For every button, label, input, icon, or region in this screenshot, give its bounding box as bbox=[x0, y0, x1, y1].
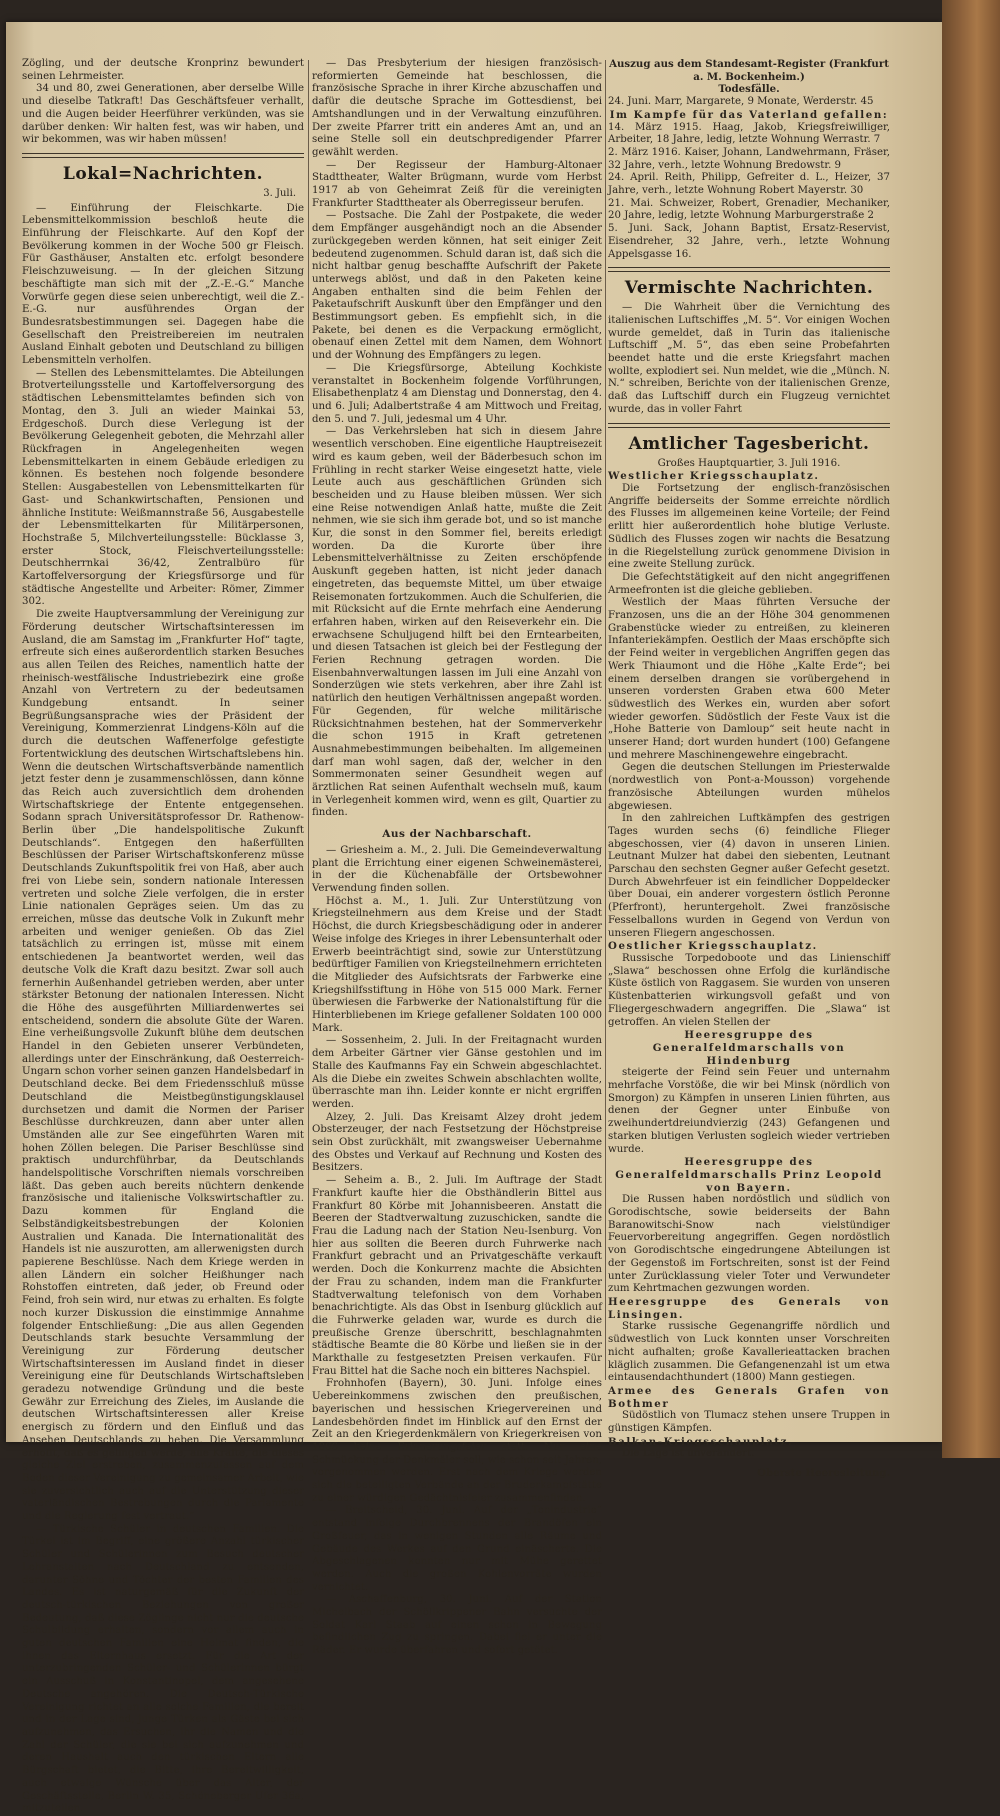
article-paragraph: — Postsache. Die Zahl der Postpakete, die weder dem Empfänger ausgehändigt noch an die Absender zurückgegeben werden können, hat seit einiger Zeit bedeutend zugenommen. Schuld daran ist, daß sich die nicht haltbar genug beschaffte Aufschrift der Pakete unterwegs ablöst, und daß in den Paketen keine Angaben enthalten sind die beim Fehlen der Paketaufschrift Auskunft über den Empfänger und den Bestimmungsort geben. Es empfiehlt sich, in die Pakete, bei denen es die Verpackung ermöglicht, obenauf einen Zettel mit dem Namen, dem Wohnort und der Wohnung des Empfängers zu legen. bbox=[312, 210, 602, 362]
report-paragraph: Russische Torpedoboote und das Linienschiff „Slawa“ beschossen ohne Erfolg die kurländische Küste östlich von Raggasem. Sie wurden von unseren Küstenbatterien wirkungsvoll gefaßt und von Fliegergeschwadern angegriffen. Die „Slawa“ ist getroffen. An vielen Stellen der bbox=[608, 953, 890, 1028]
article-paragraph: — Das Verkehrsleben hat sich in diesem Jahre wesentlich verschoben. Eine eigentliche Hauptreisezeit wird es kaum geben, weil der Bäderbesuch schon im Frühling in recht starker Weise eingesetzt hatte, viele Leute auch aus geschäftlichen Gründen sich bescheiden und zu Hause bleiben müssen. Wer sich eine Reise notwendigen Anlaß hatte, mußte die Zeit nehmen, wie sie sich ihm gerade bot, und so ist manche Kur, die sonst in den Sommer fiel, bereits erledigt worden. Da die Kurorte über ihre Lebensmittelverhältnisse zu Zeiten erschöpfende Auskunft gegeben hatten, ist nicht jeder danach eingetreten, das bequemste Mittel, um über etwaige Reisemonaten fortzukommen. Auch die Schulferien, die mit Rücksicht auf die Ernte mehrfach eine Aenderung erfahren haben, wirken auf den Reiseverkehr ein. Die erwachsene Schuljugend hilft bei den Erntearbeiten, und diesen Tatsachen ist gleich bei der Festlegung der Ferien Rechnung getragen worden. Die Eisenbahnverwaltungen lassen im Juli eine Anzahl von Sonderzügen wie stets verkehren, aber ihre Zahl ist natürlich den heutigen Verhältnissen angepaßt worden. Für Gegenden, für welche militärische Rücksichtnahmen bestehen, hat der Sommerverkehr die schon 1915 in Kraft getretenen Ausnahmebestimmungen beibehalten. Im allgemeinen darf man wohl sagen, daß der, welcher in den Sommermonaten seiner Gesundheit wegen auf ärztlichen Rat seinen Aufenthalt wechseln muß, kaum in Verlegenheit kommen wird, wenn es gilt, Quartier zu finden. bbox=[312, 426, 602, 819]
article-continuation: Zögling, und der deutsche Kronprinz bewundert seinen Lehrmeister. bbox=[22, 58, 304, 82]
news-item: Frohnhofen (Bayern), 30. Juni. Infolge eines Uebereinkommens zwischen den preußischen, bayerischen und hessischen Kriegervereinen und Landesbehörden findet im Hinblick auf den Ernst der Zeit an den Kriegerdenkmälern von Kriegerkreisen von 1866 keine Erinnerungsfeier statt. Nur eine Schmückung der Denkmäler soll, wie schon seit Jahren, vorgenommen werden. Erst nach dem Kriege werden sich die beteiligten Verbände an der Bruderkampfstätte zu einer würdigen Gedächtnisfeier zusammenfinden. bbox=[312, 1378, 602, 1504]
section-heading-local-news: Lokal=Nachrichten. bbox=[62, 163, 264, 184]
army-group-heading: Heeresgruppe des Generalfeldmarschalls Prinz Leopold von Bayern. bbox=[615, 1156, 883, 1194]
column-divider bbox=[308, 60, 309, 1380]
news-item: — Griesheim a. M., 2. Juli. Die Gemeindeverwaltung plant die Errichtung einer eigenen Schweinemästerei, in der die Küchenabfälle der Ortsbewohner Verwendung finden sollen. bbox=[312, 844, 602, 894]
column-right bbox=[608, 58, 890, 1480]
article-paragraph: — Das Presbyterium der hiesigen französisch-reformierten Gemeinde hat beschlossen, die französische Sprache in ihrer Kirche abzuschaffen und dafür die deutsche Sprache im Gottesdienst, bei Amtshandlungen und in der Verwaltung einzuführen. Der zweite Pfarrer tritt ein anderes Amt an, und an seine Stelle soll ein deutschpredigender Pfarrer gewählt werden. bbox=[312, 58, 602, 158]
register-entry: 24. Juni. Marr, Margarete, 9 Monate, Werderstr. 45 bbox=[608, 96, 874, 108]
article-paragraph: Die zweite Hauptversammlung der Vereinigung zur Förderung deutscher Wirtschaftsinteressen im Ausland, die am Samstag im „Frankfurter Hof“ tagte, erfreute sich eines außerordentlich starken Besuches aus allen Teilen des Reiches, namentlich hatte der rheinisch-westfälische Industriebezirk eine große Anzahl von Vertretern zu der bedeutsamen Kundgebung entsandt. In seiner Begrüßungsansprache wies der Präsident der Vereinigung, Kommerzienrat Lindgens-Köln auf die durch die deutschen Waffenerfolge gefestigte Fortentwicklung des deutschen Wirtschaftslebens hin. Wenn die deutschen Wirtschaftsverbände namentlich jetzt fester denn je zusammenschlössen, dann könne das Reich auch zuversichtlich dem drohenden Wirtschaftskriege der Entente entgegensehen. Sodann sprach Universitätsprofessor Dr. Rathenow-Berlin über „Die handelspolitische Zukunft Deutschlands“. Entgegen den haßerfüllten Beschlüssen der Pariser Wirtschaftskonferenz müsse Deutschlands Zukunftspolitik frei von Haß, aber auch frei von Liebe sein, sondern nationale Interessen vertreten und solche Ziele verfolgen, die in erster Linie nationalen Gepräges seien. Um das zu erreichen, müsse das deutsche Volk in Zukunft mehr arbeiten und weniger genießen. Ob das Ziel tatsächlich zu erringen ist, müsse mit einem entschiedenen Ja beantwortet werden, weil das deutsche Volk die Kraft dazu besitzt. Zwar soll auch fernerhin Außenhandel getrieben werden, aber unter stärkster Betonung der nationalen Interessen. Nicht die Höhe des ausgeführten Milliardenwertes sei entscheidend, sondern die absolute Güte der Waren. Eine verheißungsvolle Zukunft blühe dem deutschen Handel in den Gebieten unserer Verbündeten, allerdings unter der Einschränkung, daß Oesterreich-Ungarn schon vorher seinen ganzen Handelsbedarf in Deutschland decke. Bei dem Friedensschluß müsse Deutschland die Meistbegünstigungsklausel durchsetzen und damit die Normen der Pariser Beschlüsse durchkreuzen, dann aber unter allen Umständen alle zur See eingeführten Waren mit hohen Zöllen belegen. Die Pariser Beschlüsse sind praktisch undurchführbar, da Deutschlands handelspolitische Vorschriften niemals vorschreiben läßt. Das geben auch bereits nüchtern denkende französische und italienische Volkswirtschaftler zu. Dazu kommen für England die Selbständigkeitsbestrebungen der Kolonien Australien und Kanada. Die Internationalität des Handels ist nie auszurotten, am allerwenigsten durch papierene Beschlüsse. Nach dem Kriege werden in allen Ländern ein solcher Heißhunger nach Rohstoffen eintreten, daß jeder, ob Freund oder Feind, froh sein wird, nur etwas zu erhalten. Es folgte noch kurzer Diskussion die einstimmige Annahme folgender Entschließung: „Die aus allen Gegenden Deutschlands stark besuchte Versammlung der Vereinigung zur Förderung deutscher Wirtschaftsinteressen im Ausland findet in dieser Vereinigung eine für Deutschlands Wirtschaftsleben geradezu notwendige Gründung und die beste Gewähr zur Erreichung des Zieles, im Auslande die deutschen Wirtschaftsinteressen aller Kreise energisch zu fördern und den Einfluß und das Ansehen Deutschlands zu heben. Die Versammlung erhofft, daß es gelingen werde, alle Kräfte, die dieses gleiche Ziel erstreben, zusammenzufassen auf dem Boden dieser Vereinigung zu gemeinsamer Arbeit, wie sie zuversichtlich auch auf die Unterstützung dieser vaterländischen Bestrebungen durch die Parlamente und die Regierung fest vertraut.“ bbox=[22, 609, 304, 1523]
article-paragraph: — Die Kriegsfürsorge, Abteilung Kochkiste veranstaltet in Bockenheim folgende Vorführungen, Elisabethenplatz 4 am Dienstag und Donnerstag, den 4. und 6. Juli; Adalbertstraße 4 am Mittwoch und Freitag, den 5. und 7. Juli, jedesmal um 4 Uhr. bbox=[312, 362, 602, 425]
section-rule bbox=[22, 153, 304, 158]
section-heading-neighborhood: Aus der Nachbarschaft. bbox=[382, 828, 532, 841]
report-front-heading: Oestlicher Kriegsschauplatz. bbox=[608, 940, 818, 953]
report-paragraph: steigerte der Feind sein Feuer und unternahm mehrfache Vorstöße, die wir bei Minsk (nördlich von Smorgon) zu Kämpfen in unseren Linien führten, aus denen der Gegner unter Einbuße von zweihundertdreiundvierzig (243) Gefangenen und starken blutigen Verlusten sogleich wieder vertrieben wurde. bbox=[608, 1067, 890, 1155]
register-entry: 21. Mai. Schweizer, Robert, Grenadier, Mechaniker, 20 Jahre, ledig, letzte Wohnung Marburgerstraße 2 bbox=[608, 197, 890, 222]
article-paragraph: — Der Regisseur der Hamburg-Altonaer Stadttheater, Walter Brügmann, wurde vom Herbst 1917 ab von Geheimrat Zeiß für die vereinigten Frankfurter Stadttheater als Oberregisseur berufen. bbox=[312, 159, 602, 209]
column-divider bbox=[605, 60, 606, 1380]
report-paragraph: Die Fortsetzung der englisch-französischen Angriffe beiderseits der Somme erreichte nördlich des Flusses im allgemeinen keine Vorteile; der Feind erlitt hier außerordentlich hohe blutige Verluste. Südlich des Flusses zogen wir nachts die Besatzung in die Riegelstellung zurück genommene Division in eine zweite Stellung zurück. bbox=[608, 482, 890, 571]
section-heading-misc-news: Vermischte Nachrichten. bbox=[624, 278, 874, 299]
report-paragraph: Die Russen haben nordöstlich und südlich von Gorodischtsche, sowie beiderseits der Bahn Baranowitschi-Snow nach vielstündiger Feuervorbereitung angegriffen. Gegen nordöstlich von Gorodischtsche eingedrungene Abteilungen ist der Gegenstoß im Fortschreiten, sonst ist der Feind unter Zurücklassung vieler Toter und Verwundeter zum Kehrtmachen gezwungen worden. bbox=[608, 1194, 890, 1295]
register-entry: 2. März 1916. Kaiser, Johann, Landwehrmann, Fräser, 32 Jahre, verh., letzte Wohnung Bredowstr. 9 bbox=[608, 146, 890, 171]
dateline: 3. Juli. bbox=[263, 187, 296, 199]
register-subtitle: Todesfälle. bbox=[718, 83, 780, 96]
news-item: Höchst a. M., 1. Juli. Zur Unterstützung von Kriegsteilnehmern aus dem Kreise und der Stadt Höchst, die durch Kriegsbeschädigung oder in anderer Weise infolge des Krieges in ihrer Lebensunterhalt oder Erwerb beeinträchtigt sind, sowie zur Unterstützung bedürftiger Familien von Kriegsteilnehmern errichteten die Mitglieder des Aufsichtsrats der Farbwerke eine Kriegshilfsstiftung in Höhe von 515 000 Mark. Ferner überwiesen die Farbwerke der Nationalstiftung für die Hinterbliebenen im Kriege gefallener Soldaten 100 000 Mark. bbox=[312, 895, 602, 1034]
register-entry: 5. Juni. Sack, Johann Baptist, Ersatz-Reservist, Eisendreher, 32 Jahre, verh., letzte Wohnung Appelsgasse 16. bbox=[608, 223, 890, 260]
article-continuation: 34 und 80, zwei Generationen, aber derselbe Wille und dieselbe Tatkraft! Das Geschäftsfeuer verhallt, und die Augen beider Heerführer verkünden, was sie darüber denken: Wir halten fest, was wir haben, und wir bekommen, was wir haben müssen! bbox=[22, 83, 304, 146]
news-item: Alzey, 2. Juli. Das Kreisamt Alzey droht jedem Obsterzeuger, der nach Festsetzung der Höchstpreise sein Obst zurückhält, mit zwangsweiser Uebernahme des Obstes und Verkauf auf Rechnung und Kosten des Besitzers. bbox=[312, 1111, 602, 1174]
article-paragraph: — Die Wahrheit über die Vernichtung des italienischen Luftschiffes „M. 5“. Vor einigen Wochen wurde gemeldet, daß in Turin das italienische Luftschiff „M. 5“, das eben seine Probefahrten beendet hatte und die erste Kriegsfahrt machen wollte, explodiert sei. Nun meldet, wie die „Münch. N. N.“ schreiben, Berichte von der italienischen Grenze, daß das Luftschiff durch ein Flugzeug vernichtet wurde, das in voller Fahrt bbox=[608, 302, 890, 415]
report-dateline: Großes Hauptquartier, 3. Juli 1916. bbox=[657, 457, 841, 469]
report-paragraph: Die Lage ist unverändert. bbox=[622, 1448, 755, 1460]
army-group-heading: Armee des Generals Grafen von Bothmer bbox=[608, 1384, 890, 1410]
army-group-heading: Heeresgruppe des Generalfeldmarschalls von Hindenburg bbox=[652, 1029, 846, 1067]
army-group-heading: Heeresgruppe des Generals von Linsingen. bbox=[608, 1295, 890, 1321]
news-item: — Sossenheim, 2. Juli. In der Freitagnacht wurden dem Arbeiter Gärtner vier Gänse gestohlen und im Stalle des Kaufmanns Fay ein Schwein abgeschlachtet. Als die Diebe ein zweites Schwein abschlachten wollte, überraschte man ihn. Leider konnte er nicht ergriffen werden. bbox=[312, 1035, 602, 1110]
report-paragraph: Die Gefechtstätigkeit auf den nicht angegriffenen Armeefronten ist die gleiche geblieben. bbox=[608, 571, 890, 596]
article-paragraph: — Einführung der Fleischkarte. Die Lebensmittelkommission beschloß heute die Einführung der Fleischkarte. Auf den Kopf der Bevölkerung kommen in der Woche 500 gr Fleisch. Für Gasthäuser, Anstalten etc. erfolgt besondere Fleischzuweisung. — In der gleichen Sitzung beschäftigte man sich mit der „Z.-E.-G.“ Manche Vorwürfe gegen diese seien unberechtigt, weil die Z.-E.-G. nur ausführendes Organ der Bundesratsbestimmungen sei. Dagegen habe die Gesellschaft den Preistreibereien im neutralen Ausland Einhalt geboten und Deutschland zu billigen Lebensmitteln verholfen. bbox=[22, 202, 304, 367]
report-paragraph: Starke russische Gegenangriffe nördlich und südwestlich von Luck konnten unser Vorschreiten nicht aufhalten; große Kavallerieattacken brachen kläglich zusammen. Die Gefangenenzahl ist um etwa eintausendachthundert (1800) Mann gestiegen. bbox=[608, 1321, 890, 1384]
column-left bbox=[22, 58, 304, 1815]
register-title: Auszug aus dem Standesamt-Register (Frankfurt a. M. Bockenheim.) bbox=[609, 58, 889, 83]
article-paragraph: — Stellen des Lebensmittelamtes. Die Abteilungen Brotverteilungsstelle und Kartoffelversorgung des städtischen Lebensmittelamtes befinden sich von Montag, den 3. Juli an wieder Mainkai 53, Erdgeschoß. Durch diese Verlegung ist der Bevölkerung Gelegenheit geboten, die Mehrzahl aller Rückfragen in Angelegenheiten wegen Lebensmittelkarten in einem Gebäude erledigen zu können. Es bestehen noch folgende besondere Stellen: Ausgabestellen von Lebensmittelkarten für Gast- und Schankwirtschaften, Pensionen und ähnliche Institute: Weißmannstraße 56, Ausgabestelle der Lebensmittelkarten für Militärpersonen, Hochstraße 5, Milchverteilungsstelle: Bücklasse 3, erster Stock, Fleischverteilungsstelle: Deutschherrnkai 36/42, Zentralbüro für Kartoffelversorgung der Kriegsfürsorge und für städtische Angestellte und Arbeiter: Römer, Zimmer 302. bbox=[22, 367, 304, 608]
news-item: — Breitscheid, 30. Juni. Auf der „Tonindustrie“ entstand infolge Durchbrennens der Brandöfen ein Großfeuer, das in wenigen Stunden alle Räume und Gebäude des Werkes auf den Grund einäscherte. Die Abgeschlagenen konnten nur mit Mühe gerettet werden. Auch die großen Kohlenvorräte wurden vernichtet. bbox=[312, 1505, 602, 1593]
report-front-heading: Balkan-Kriegsschauplatz. bbox=[608, 1435, 794, 1448]
column-middle bbox=[312, 58, 602, 1657]
report-paragraph: In den zahlreichen Luftkämpfen des gestrigen Tages wurden sechs (6) feindliche Flieger abgeschossen, vier (4) davon in unseren Linien. Leutnant Mulzer hat dabei den siebenten, Leutnant Parschau den sechsten Gegner außer Gefecht gesetzt. Durch Abwehrfeuer ist ein feindlicher Doppeldecker über Douai, ein anderer vorgestern östlich Peronne (Pferfront), heruntergeholt. Zwei französische Fesselballons wurden in Gegend von Verdun von unseren Fliegern angeschossen. bbox=[608, 813, 890, 939]
section-rule bbox=[608, 423, 890, 428]
report-front-heading: Westlicher Kriegsschauplatz. bbox=[608, 470, 820, 483]
report-paragraph: Westlich der Maas führten Versuche der Franzosen, uns die an der Höhe 304 genommenen Grabenstücke wieder zu entreißen, zu kleineren Infanteriekämpfen. Oestlich der Maas erschöpfte sich der Feind weiter in vergeblichen Angriffen gegen das Werk Thiaumont und die Höhe „Kalte Erde“; bei einem derselben drangen sie vorübergehend in unseren vordersten Graben etwa 600 Meter südwestlich des Werkes ein, wurden aber sofort wieder geworfen. Südöstlich der Feste Vaux ist die „Hohe Batterie von Damloup“ seit heute nacht in unserer Hand; dort wurden hundert (100) Gefangene und mehrere Maschinengewehre eingebracht. bbox=[608, 597, 890, 761]
register-section: Im Kampfe für das Vaterland gefallen: bbox=[609, 108, 889, 121]
report-signature: Oberste Heeresleitung. bbox=[757, 1467, 890, 1480]
report-paragraph: Gegen die deutschen Stellungen im Priesterwalde (nordwestlich von Pont-a-Mousson) vorgehende französische Abteilungen wurden mühelos abgewiesen. bbox=[608, 762, 890, 812]
register-entry: 14. März 1915. Haag, Jakob, Kriegsfreiwilliger, Arbeiter, 18 Jahre, ledig, letzte Wohnung Werrastr. 7 bbox=[608, 121, 890, 146]
article-paragraph: — Türkische Schüler in deutschen Familien. Die Türkei ist im Begriff, eine größere Anzahl türkischer Schüler und Schülerinnen zum Besuch deutscher Lehranstalten nach Deutschland zu entsenden, darunter Söhne und Töchter der besten Familien des Landes. Es ist naturgemäß für die Zukunft der deutsch-türkischen Beziehungen von großer Bedeutung, daß diese Zöglinge nicht nur die deutsche Schulbildung erhalten, sondern vor allem auch in guten deutschen Familien eine Heimat finden, die ihnen das Elternhaus ersetzt. Für die Art der unterzubringenden Schüler- und Schülerinnen bürgt ein Ausschuß in Konstantinopel, dem angesehene Deutsche angehören. Die Deutsch-Türkische Vereinigung richtet an alle solche Familien, die bereit und in der Lage sind, junge Türken als Gäste bei sich aufzunehmen, das Ersuchen, ihr die Namen und die Zahl der Schüler, die sie bei sich aufzunehmen und deren Haushalt auch den türkischen Eltern alle Bürgschaft bietet, die Bitte, ihre Bereitwilligkeit, auch etwaige Wünsche über das Alter, der Geschäftsstelle, Berlin W. 35, Schöneberger Ufer 36a, mitzuteilen. bbox=[22, 1523, 304, 1815]
book-spine-edge bbox=[942, 0, 1000, 1458]
section-rule bbox=[608, 267, 890, 272]
news-item: — Seheim a. B., 2. Juli. Im Auftrage der Stadt Frankfurt kaufte hier die Obsthändlerin Bittel aus Frankfurt 80 Körbe mit Johannisbeeren. Anstatt die Beeren der Stadtverwaltung zuzuschicken, sandte die Frau die Ladung nach der Station Neu-Isenburg. Von hier aus sollten die Beeren durch Fuhrwerke nach Frankfurt gebracht und an Privatgeschäfte verkauft werden. Doch die Konkurrenz machte die Absichten der Frau zu schanden, indem man die Frankfurter Stadtverwaltung telefonisch von dem Vorhaben benachrichtigte. Als das Obst in Isenburg glücklich auf die Fuhrwerke geladen war, wurde es durch die preußische Grenze überschritt, beschlagnahmten städtische Beamte die 80 Körbe und ließen sie in der Markthalle zu festgesetzten Preisen verkaufen. Für Frau Bittel hat die Sache noch ein bitteres Nachspiel. bbox=[312, 1175, 602, 1377]
report-paragraph: Südöstlich von Tlumacz stehen unsere Truppen in günstigen Kämpfen. bbox=[608, 1410, 890, 1435]
register-entry: 24. April. Reith, Philipp, Gefreiter d. L., Heizer, 37 Jahre, verh., letzte Wohnung Robert Mayerstr. 30 bbox=[608, 172, 890, 197]
section-heading-official-report: Amtlicher Tagesbericht. bbox=[628, 433, 870, 454]
news-item: — Aschaffenburg, 30. Juni. Auf der Station Michelbach der Schöllkrippener Bahn versuchte der Soldat Karl Staab auf einen schon in Bewegung befindlichen Zug zu springen. Dabei fiel er unter die Räder. Er wurde überfahren und sofort getötet. bbox=[312, 1594, 602, 1657]
